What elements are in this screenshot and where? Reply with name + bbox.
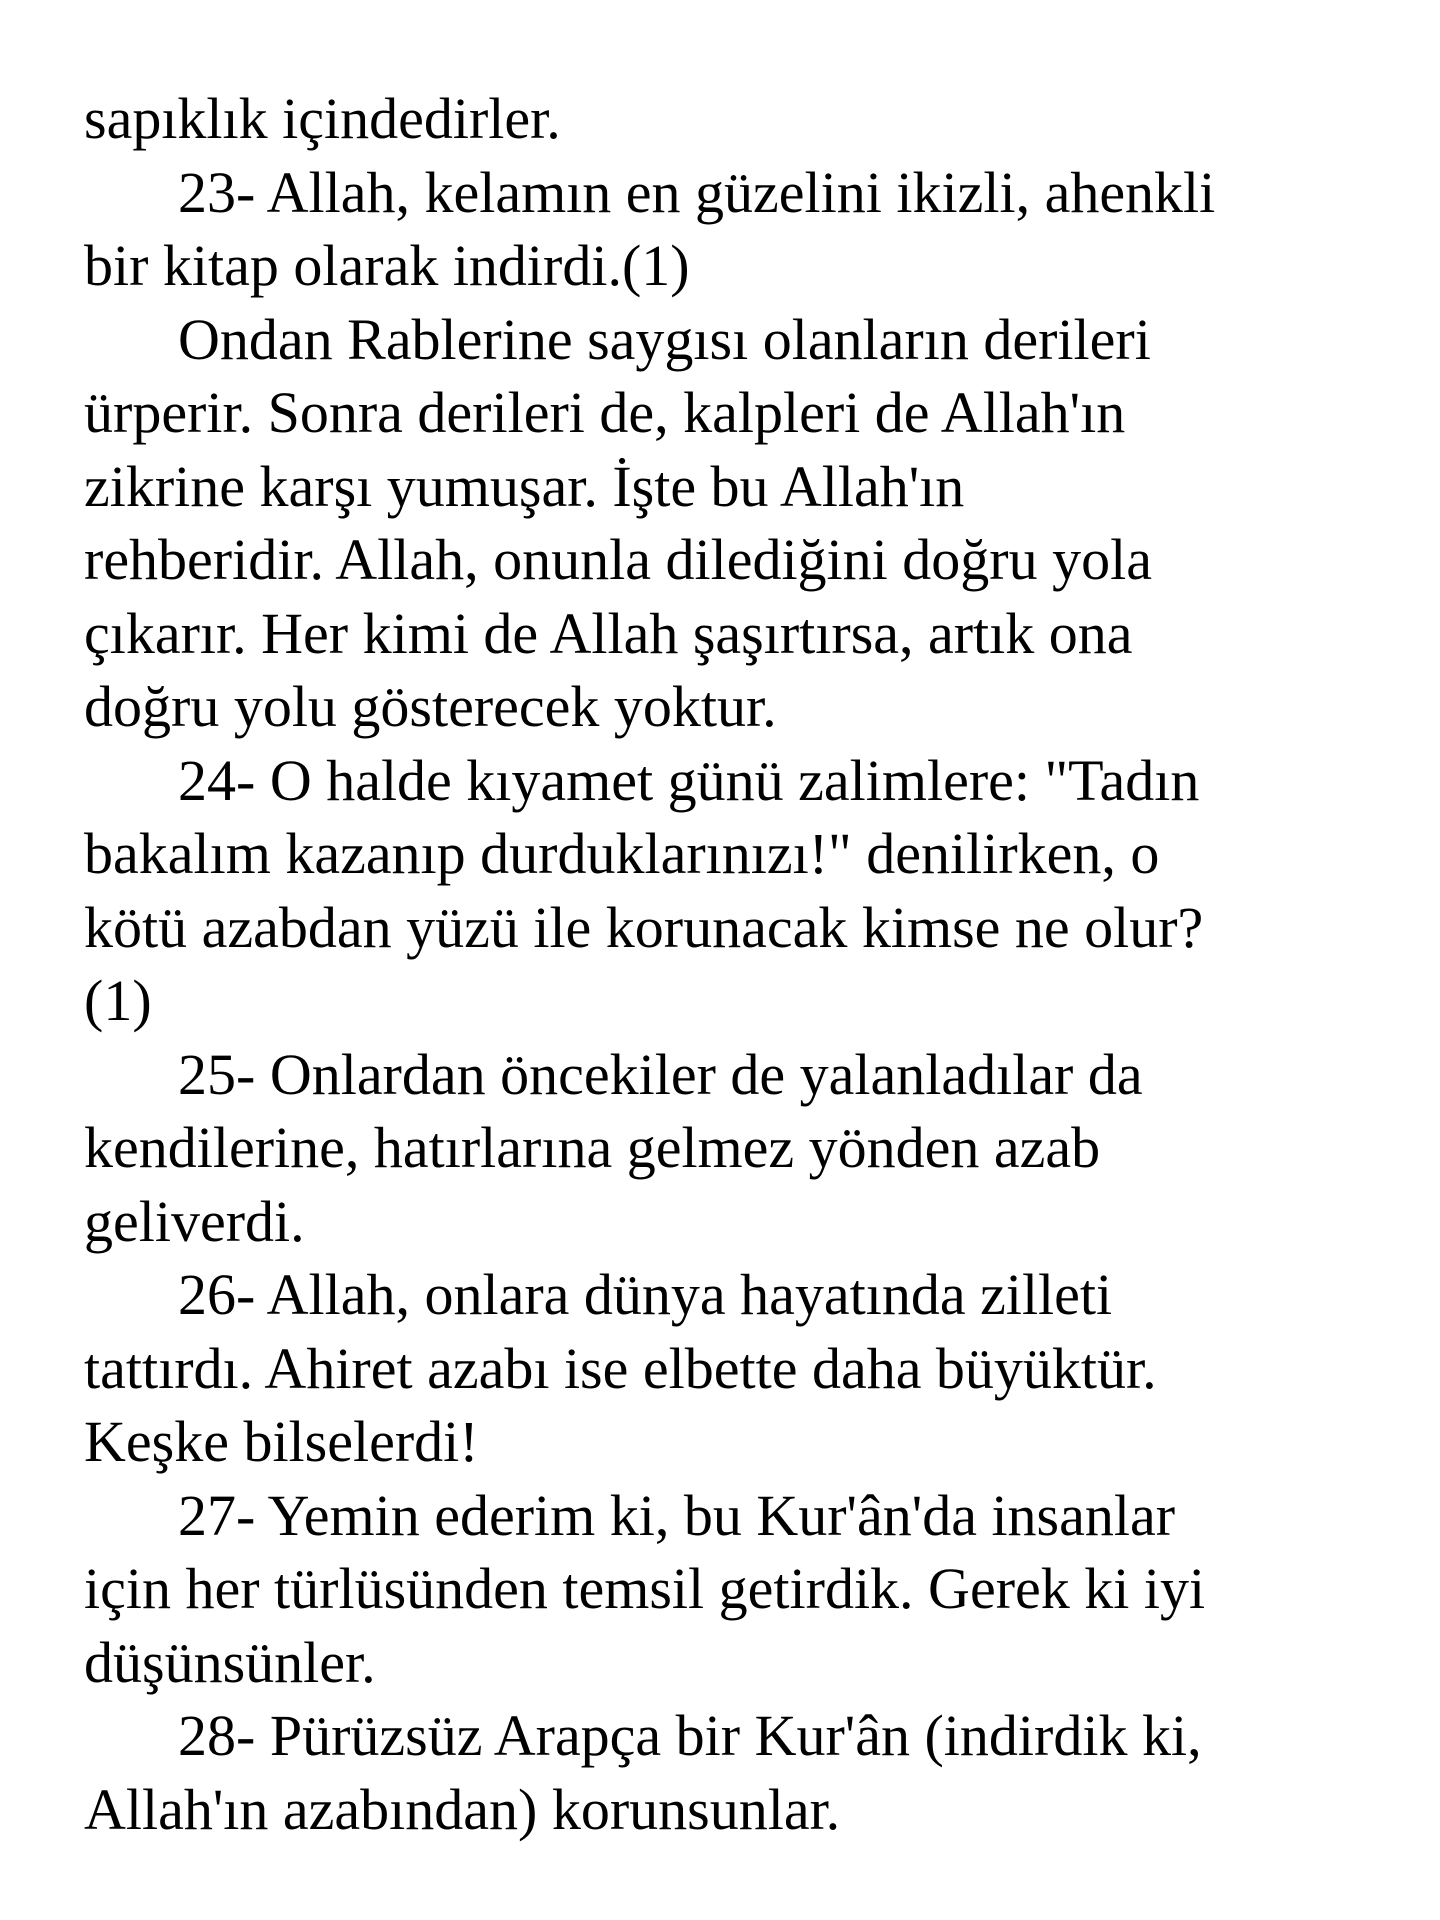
text-line: düşünsünler. bbox=[84, 1629, 376, 1695]
verse-25-line: 25- Onlardan öncekiler de yalanladılar da bbox=[178, 1041, 1143, 1107]
verse-23-line: 23- Allah, kelamın en güzelini ikizli, ahenkli bbox=[178, 159, 1216, 225]
footnote-marker-line: (1) bbox=[84, 968, 152, 1033]
text-line: Keşke bilselerdi! bbox=[84, 1409, 479, 1474]
text-line: için her türlüsünden temsil getirdik. Gerek ki iyi bbox=[84, 1556, 1206, 1621]
text-line: kötü azabdan yüzü ile korunacak kimse ne olur? bbox=[84, 894, 1204, 960]
text-line: Allah'ın azabından) korunsunlar. bbox=[84, 1776, 841, 1842]
text-line: kendilerine, hatırlarına gelmez yönden azab bbox=[84, 1115, 1101, 1180]
verse-27-line: 27- Yemin ederim ki, bu Kur'ân'da insanlar bbox=[178, 1482, 1176, 1548]
text-line: rehberidir. Allah, onunla dilediğini doğru yola bbox=[84, 527, 1152, 592]
text-line: bir kitap olarak indirdi.(1) bbox=[84, 233, 690, 298]
document-page bbox=[84, 82, 1384, 1846]
text-line: çıkarır. Her kimi de Allah şaşırtırsa, artık ona bbox=[84, 600, 1133, 666]
verse-24-line: 24- O halde kıyamet günü zalimlere: "Tadın bbox=[178, 747, 1200, 813]
text-line: ürperir. Sonra derileri de, kalpleri de Allah'ın bbox=[84, 380, 1126, 445]
text-line: doğru yolu gösterecek yoktur. bbox=[84, 674, 777, 739]
text-line: tattırdı. Ahiret azabı ise elbette daha büyüktür. bbox=[84, 1335, 1157, 1401]
verse-28-line: 28- Pürüzsüz Arapça bir Kur'ân (indirdik ki, bbox=[178, 1703, 1202, 1768]
paragraph-start-line: Ondan Rablerine saygısı olanların derileri bbox=[178, 306, 1151, 372]
text-line: sapıklık içindedirler. bbox=[84, 86, 561, 151]
text-line: zikrine karşı yumuşar. İşte bu Allah'ın bbox=[84, 453, 965, 519]
text-line: bakalım kazanıp durduklarınızı!" denilirken, o bbox=[84, 821, 1160, 886]
verse-26-line: 26- Allah, onlara dünya hayatında zilleti bbox=[178, 1262, 1113, 1327]
text-line: geliverdi. bbox=[84, 1188, 305, 1254]
